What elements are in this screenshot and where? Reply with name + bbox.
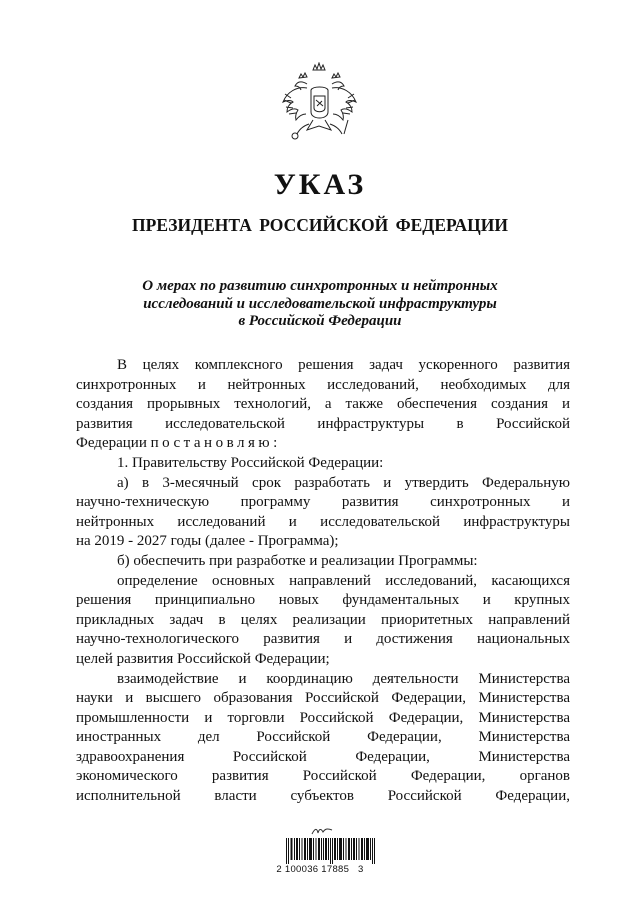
body-line: здравоохранения Российской Федерации, Министерства	[76, 748, 570, 765]
body-line: научно-техническую программу развития синхротронных и	[76, 494, 570, 511]
handwritten-mark-icon	[311, 826, 333, 836]
barcode-icon	[286, 838, 376, 864]
body-line: прикладных задач в целях реализации приоритетных направлений	[76, 611, 570, 628]
body-line	[76, 434, 570, 454]
body-line: экономического развития Российской Федерации, органов	[76, 768, 570, 785]
body-line: целей развития Российской Федерации;	[76, 650, 330, 667]
body-line: нейтронных исследований и исследовательской инфраструктуры	[76, 513, 570, 530]
body-line: решения принципиально новых фундаментальных и крупных	[76, 592, 570, 609]
document-subtitle: ПРЕЗИДЕНТА РОССИЙСКОЙ ФЕДЕРАЦИИ	[132, 215, 508, 235]
body-line: б) обеспечить при разработке и реализации Программы:	[117, 552, 478, 569]
barcode-number: 2 100036 17885 3	[276, 864, 364, 875]
decree-heading	[80, 278, 560, 331]
decree-heading-line: в Российской Федерации	[238, 313, 402, 329]
body-line: на 2019 - 2027 годы (далее - Программа);	[76, 533, 339, 550]
body-line: создания прорывных технологий, а также обеспечения создания и	[76, 396, 570, 413]
state-emblem-icon	[277, 62, 362, 152]
decree-heading-line: О мерах по развитию синхротронных и нейтронных	[142, 278, 498, 294]
body-line: иностранных дел Российской Федерации, Министерства	[76, 729, 570, 746]
body-line: научно-технологического развития и достижения национальных	[76, 631, 570, 648]
body-line: взаимодействие и координацию деятельности Министерства	[117, 670, 570, 687]
body-line: промышленности и торговли Российской Федерации, Министерства	[76, 709, 570, 726]
body-line: развития исследовательской инфраструктуры в Российской	[76, 415, 570, 432]
decree-heading-line: исследований и исследовательской инфраструктуры	[143, 295, 497, 312]
body-line: определение основных направлений исследований, касающихся	[117, 572, 570, 589]
body-line: науки и высшего образования Российской Федерации, Министерства	[76, 690, 570, 707]
document-title: УКАЗ	[273, 168, 367, 201]
body-line: 1. Правительству Российской Федерации:	[117, 454, 384, 471]
body-line: В целях комплексного решения задач ускоренного развития	[117, 357, 570, 373]
body-line-text: Федерации	[76, 435, 147, 452]
body-line: синхротронных и нейтронных исследований, необходимых для	[76, 376, 570, 393]
body-line-punct: :	[273, 435, 278, 452]
resolution-word: постановляю	[150, 435, 274, 452]
body-line: а) в 3-месячный срок разработать и утвердить Федеральную	[117, 474, 570, 491]
body-line: исполнительной власти субъектов Российской Федерации,	[76, 788, 570, 805]
decree-body	[76, 356, 570, 807]
